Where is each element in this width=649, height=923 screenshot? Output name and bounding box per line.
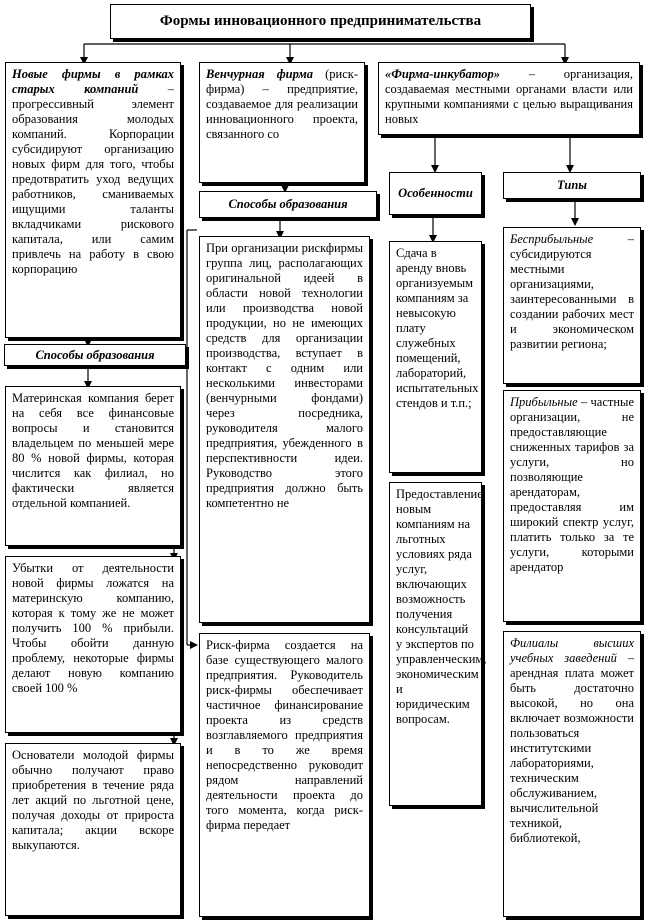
col1-method-2: Убытки от деятельности новой фирмы ложатся на материнскую компанию, которая к тому же не может получить 100 % прибыли. Чтобы обойти данную проблему, некоторые фирмы делают новую компанию своей 100 % xyxy=(12,561,174,695)
col2-methods-label-box xyxy=(199,191,377,218)
col1-method-1-box xyxy=(5,386,181,546)
type-2-text xyxy=(510,395,634,621)
new-firms-box xyxy=(5,62,181,338)
col2-method-2: Риск-фирма создается на базе существующего малого предприятия. Руководитель риск-фирмы обеспечивает частичное финансирование проекта из средств возглавляемого предприятия и в то же время непосредственно руководит рядом направлений деятельности проекта до того момента, когда риск-фирма передает xyxy=(206,638,363,832)
type-3-text xyxy=(510,636,634,916)
venture-firm-term: Венчурная фирма xyxy=(206,67,314,81)
new-firms-definition: – прогрессивный элемент образования молодых компаний. Корпорации субсидируют организацию новых фирм для того, чтобы предотвратить уход ведущих работников, сманиваемых ищущими таланты вкладчиками рискового капитала, или самим привлечь на работу в свою корпорацию xyxy=(12,82,174,276)
feature-1-box xyxy=(389,241,482,473)
type-2-term: Прибыльные xyxy=(510,395,578,409)
col1-method-3-box xyxy=(5,743,181,916)
title-box xyxy=(110,4,531,39)
type-2-definition: – частные организации, не предоставляющие сниженных тарифов за услуги, но позволяющие арендаторам, предоставляя им широкий спектр услуг, платить только за те услуги, которыми арендатор xyxy=(510,395,634,574)
type-2-box xyxy=(503,390,641,622)
col1-method-3: Основатели молодой фирмы обычно получают право приобретения в течение ряда лет акций по льготной цене, получая доходы от прироста капитала; акции вскоре выкупаются. xyxy=(12,748,174,852)
venture-firm-box xyxy=(199,62,365,183)
col1-method-2-box xyxy=(5,556,181,733)
type-1-term: Бесприбыльные xyxy=(510,232,594,246)
type-1-definition: – субсидируются местными организациями, заинтересованными в создании рабочих мест и экономическом развитии региона; xyxy=(510,232,634,351)
col1-methods-label: Способы образования xyxy=(35,347,155,362)
col2-method-1: При организации рискфирмы группа лиц, располагающих оригинальной идеей в области новой технологии или производства новой продукции, но не имеющих средств для организации производства, вступает в контакт с одним или несколькими инвесторами (венчурными фондами) через посредника, руководителя малого предприятия, убежденного в перспективности идеи. Руководство этого предприятия должно быть компетентно не xyxy=(206,241,363,510)
features-label: Особенности xyxy=(398,186,473,200)
incubator-text xyxy=(385,67,633,134)
features-label-box xyxy=(389,172,482,215)
col2-methods-label: Способы образования xyxy=(228,197,348,211)
venture-firm-definition: (риск-фирма) – предприятие, создаваемое для реализации инновационного проекта, связанного со xyxy=(206,67,358,141)
feature-2: Предоставление новым компаниям на льготных условиях ряда услуг, включающих возможность получения консультаций у экспертов по управленческим, экономическим и юридическим вопросам. xyxy=(396,487,487,726)
type-1-box xyxy=(503,227,641,384)
type-3-definition: – арендная плата может быть достаточно высокой, но она включает возможности пользоваться институтскими лабораториями, техническим обслуживанием, вычислительной техникой, библиотекой, xyxy=(510,651,634,845)
type-3-box xyxy=(503,631,641,917)
new-firms-term: Новые фирмы в рамках старых компаний xyxy=(12,67,174,96)
incubator-definition: – организация, создаваемая местными органами власти или крупными компаниями с целью выращивания новых xyxy=(385,67,633,126)
type-1-text xyxy=(510,232,634,383)
col1-methods-label-box xyxy=(4,344,186,366)
diagram-title: Формы инновационного предпринимательства xyxy=(159,13,482,29)
new-firms-text xyxy=(12,67,174,337)
col1-method-1: Материнская компания берет на себя все финансовые вопросы и становится владельцем по меньшей мере 80 % новой фирмы, которая числится как филиал, но фактически является отдельной компанией. xyxy=(12,391,174,510)
col2-method-2-box xyxy=(199,633,370,917)
col2-method-1-box xyxy=(199,236,370,623)
incubator-term: «Фирма-инкубатор» xyxy=(385,67,501,81)
feature-1: Сдача в аренду вновь организуемым компаниям за невысокую плату служебных помещений, лабораторий, испытательных стендов и т.п.; xyxy=(396,246,479,410)
incubator-box xyxy=(378,62,640,135)
venture-firm-text xyxy=(206,67,358,182)
feature-2-box xyxy=(389,482,487,806)
type-3-term: Филиалы высших учебных заведений xyxy=(510,636,634,665)
types-label: Типы xyxy=(557,178,587,192)
types-label-box xyxy=(503,172,641,199)
